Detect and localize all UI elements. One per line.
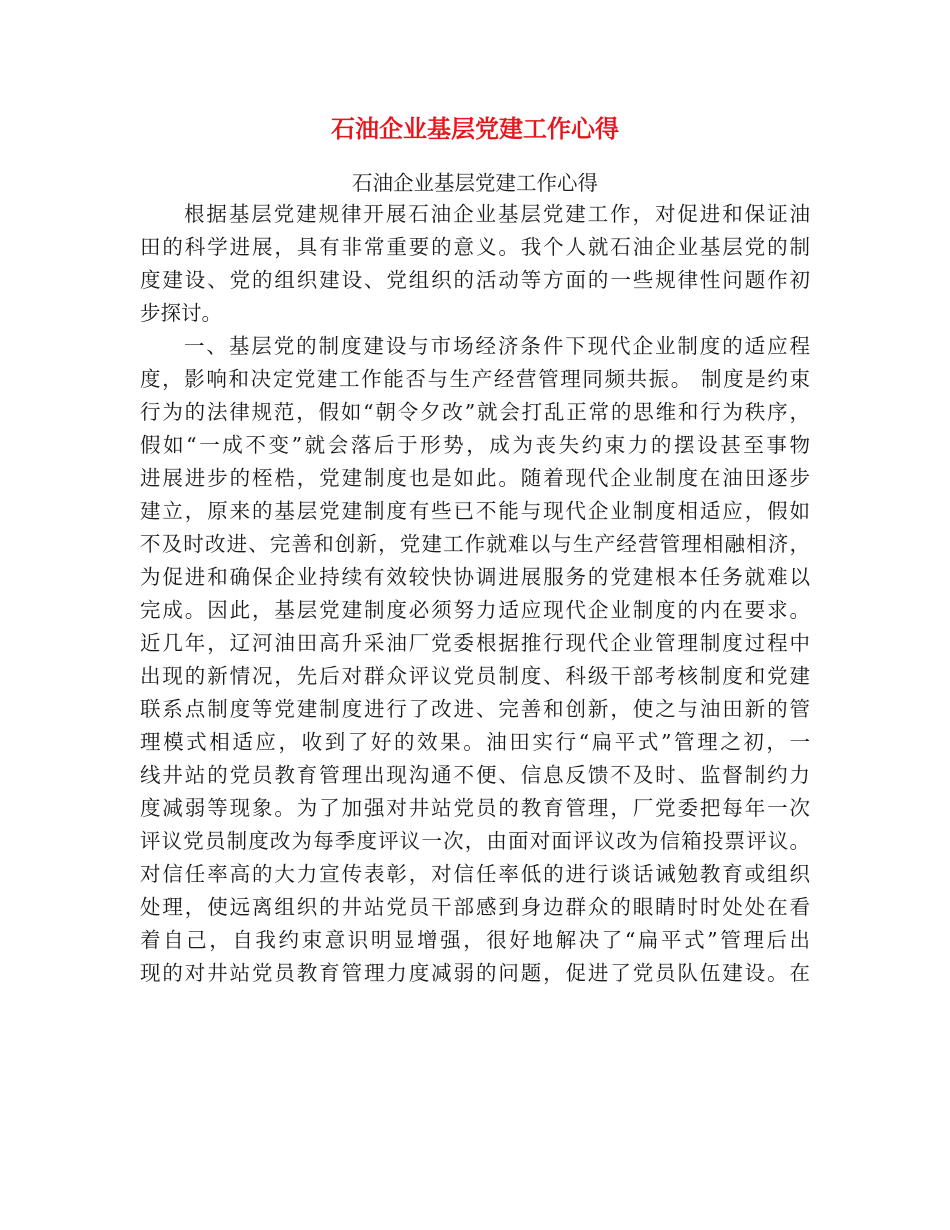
paragraph-intro xyxy=(140,198,810,330)
document-title: 石油企业基层党建工作心得 xyxy=(331,114,619,143)
text-line: 步探讨。 xyxy=(140,301,222,325)
text-line: 假如“一成不变”就会落后于形势，成为丧失约束力的摆设甚至事物 xyxy=(140,433,810,457)
text-line: 进展进步的桎梏，党建制度也是如此。随着现代企业制度在油田逐步 xyxy=(140,466,810,490)
text-line: 田的科学进展，具有非常重要的意义。我个人就石油企业基层党的制 xyxy=(140,235,810,259)
text-line: 度建设、党的组织建设、党组织的活动等方面的一些规律性问题作初 xyxy=(140,268,810,292)
text-line: 出现的新情况，先后对群众评议党员制度、科级干部考核制度和党建 xyxy=(140,664,810,688)
text-line: 处理，使远离组织的井站党员干部感到身边群众的眼睛时时处处在看 xyxy=(140,895,810,919)
text-line: 现的对井站党员教育管理力度减弱的问题，促进了党员队伍建设。在 xyxy=(140,961,810,985)
paragraph-section-one xyxy=(140,330,810,990)
text-line: 根据基层党建规律开展石油企业基层党建工作，对促进和保证油 xyxy=(184,202,810,226)
text-line: 完成。因此，基层党建制度必须努力适应现代企业制度的内在要求。 xyxy=(140,598,810,622)
text-line: 着自己，自我约束意识明显增强，很好地解决了“扁平式”管理后出 xyxy=(140,928,810,952)
document-subtitle: 石油企业基层党建工作心得 xyxy=(352,171,598,195)
text-line: 线井站的党员教育管理出现沟通不便、信息反馈不及时、监督制约力 xyxy=(140,763,810,787)
text-line: 评议党员制度改为每季度评议一次，由面对面评议改为信箱投票评议。 xyxy=(140,829,810,853)
text-line: 近几年，辽河油田高升采油厂党委根据推行现代企业管理制度过程中 xyxy=(140,631,810,655)
text-line: 建立，原来的基层党建制度有些已不能与现代企业制度相适应，假如 xyxy=(140,499,810,523)
text-line: 行为的法律规范，假如“朝令夕改”就会打乱正常的思维和行为秩序， xyxy=(140,400,810,424)
text-line: 度，影响和决定党建工作能否与生产经营管理同频共振。 制度是约束 xyxy=(140,367,810,391)
text-line: 为促进和确保企业持续有效较快协调进展服务的党建根本任务就难以 xyxy=(140,565,810,589)
text-line: 一、基层党的制度建设与市场经济条件下现代企业制度的适应程 xyxy=(184,334,810,358)
text-line: 理模式相适应，收到了好的效果。油田实行“扁平式”管理之初，一 xyxy=(140,730,810,754)
text-line: 联系点制度等党建制度进行了改进、完善和创新，使之与油田新的管 xyxy=(140,697,810,721)
text-line: 对信任率高的大力宣传表彰，对信任率低的进行谈话诫勉教育或组织 xyxy=(140,862,810,886)
text-line: 度减弱等现象。为了加强对井站党员的教育管理，厂党委把每年一次 xyxy=(140,796,810,820)
document-body xyxy=(140,168,810,990)
text-line: 不及时改进、完善和创新，党建工作就难以与生产经营管理相融相济， xyxy=(140,532,810,556)
